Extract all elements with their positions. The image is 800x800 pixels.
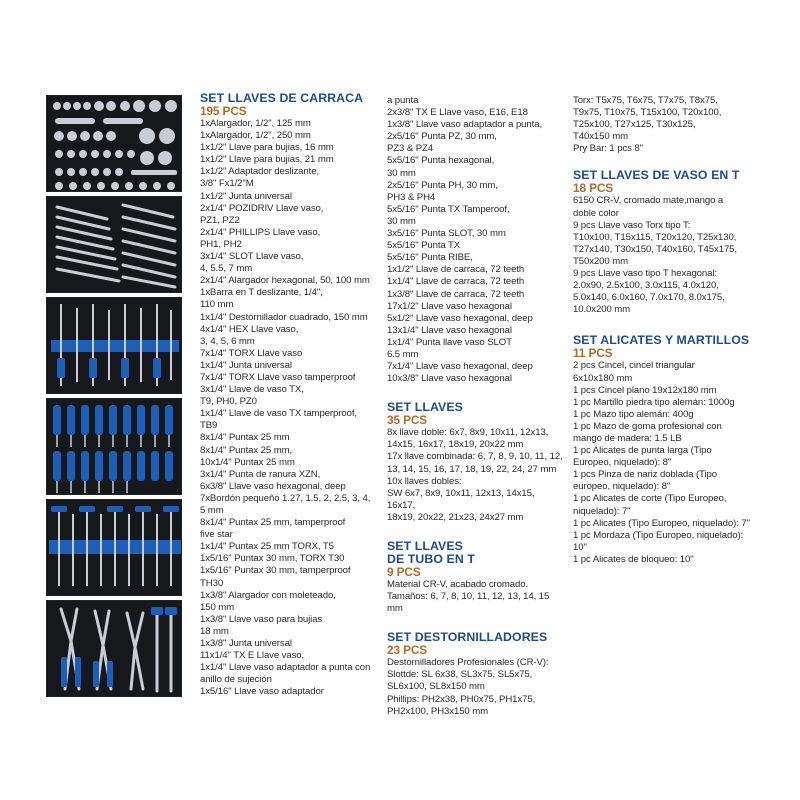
list-item: 1 pcs Pinza de nariz doblada (Tipo bbox=[573, 469, 717, 481]
list-item: 1 pc Alicates (Tipo Europeo, niquelado): 7" bbox=[573, 517, 750, 529]
tray-sockets-photo bbox=[46, 95, 182, 192]
list-item: PH1, PH2 bbox=[200, 238, 242, 250]
sockets-icon bbox=[47, 96, 182, 192]
pliers-icon bbox=[47, 601, 182, 697]
list-item: 1x1/4" Junta universal bbox=[200, 359, 292, 371]
list-item: 2x1/4" POZIDRIV Llave vaso, bbox=[200, 202, 324, 214]
list-item: 1x3/8" Llave vaso adaptador a punta, bbox=[387, 119, 543, 131]
list-item: 5x5/16" Punta TX Tamperoof, bbox=[387, 203, 510, 215]
list-item: 9 pcs Llave vaso tipo T hexagonal: bbox=[573, 268, 717, 280]
list-carraca-cont bbox=[387, 95, 565, 385]
section-llaves bbox=[387, 401, 565, 524]
list-item: Material CR-V, acabado cromado. bbox=[387, 579, 529, 590]
section-vaso-t bbox=[573, 169, 773, 316]
list-item: 8x1/4" Puntax 25 mm, tamperproof bbox=[200, 517, 346, 529]
section-pcs-alicates: 11 PCS bbox=[573, 346, 613, 361]
section-title-vaso-t: SET LLAVES DE VASO EN T bbox=[573, 168, 740, 183]
list-item: 1x1/4" Destornillador cuadrado, 150 mm bbox=[200, 311, 368, 323]
list-item: 1xAlargador, 1/2", 125 mm bbox=[200, 118, 311, 129]
list-item: 11x1/4" TX E Llave vaso, bbox=[200, 650, 305, 662]
list-item: 1 pc Alicates de bloqueo: 10" bbox=[573, 553, 694, 565]
list-item: 10x llaves dobles: bbox=[387, 475, 462, 487]
tray-screwdrivers-2-photo bbox=[46, 398, 182, 495]
list-item: SL6x100, SL8x150 mm bbox=[387, 681, 485, 693]
list-item: 3x1/4" Llave de vaso TX, bbox=[200, 384, 304, 396]
list-item: 18 mm bbox=[200, 625, 229, 637]
list-item: Torx: T5x75, T6x75, T7x75, T8x75, bbox=[573, 95, 718, 106]
list-item: SW 6x7, 8x9, 10x11, 12x13, 14x15, 16x17, bbox=[387, 487, 538, 511]
section-title-alicates: SET ALICATES Y MARTILLOS bbox=[573, 333, 750, 348]
list-item: 30 mm bbox=[387, 215, 416, 227]
section-title-destornilladores: SET DESTORNILLADORES bbox=[387, 630, 548, 645]
list-vaso-t bbox=[573, 195, 773, 316]
list-item: 7x1/4" Llave vaso hexagonal, deep bbox=[387, 361, 533, 373]
list-item: 14x15, 16x17, 18x19, 20x22 mm bbox=[387, 439, 524, 451]
list-item: 2x1/4" PHILLIPS Llave vaso, bbox=[200, 226, 321, 238]
list-item: 13x1/4" Llave vaso hexagonal bbox=[387, 324, 512, 336]
list-item: 8x1/4" Puntax 25 mm bbox=[200, 432, 290, 444]
list-destornilladores-cont bbox=[573, 95, 773, 155]
list-item: 1x1/4" Punta llave vaso SLOT bbox=[387, 336, 512, 348]
section-pcs-destornilladores: 23 PCS bbox=[387, 643, 428, 658]
list-item: 6x10x180 mm bbox=[573, 372, 633, 384]
list-item: five star bbox=[200, 529, 233, 541]
list-item: 1 pc Alicates de punta larga (Tipo bbox=[573, 445, 712, 457]
list-item: 17x llave combinada: 6, 7, 8, 9, 10, 11, 12, bbox=[387, 451, 563, 463]
list-item: 1x1/2" Llave para bujias, 16 mm bbox=[200, 142, 334, 154]
list-item: 6x3/8" Llave vaso hexagonal, deep bbox=[200, 480, 346, 492]
list-item: T25x100, T27x125, T30x125, bbox=[573, 119, 696, 131]
list-item: 5x5/16" Punta hexagonal, bbox=[387, 155, 495, 167]
list-item: PH2x100, PH3x150 mm bbox=[387, 705, 489, 717]
list-item: 1x1/4" Llave vaso adaptador a punta con bbox=[200, 662, 371, 674]
list-item: 150 mm bbox=[200, 601, 235, 613]
list-item: 1x5/16" Llave vaso adaptador bbox=[200, 686, 324, 698]
list-item: 2x5/16" Punta PH, 30 mm, bbox=[387, 179, 498, 191]
list-item: 1xAlargador, 1/2", 250 mm bbox=[200, 130, 311, 142]
list-item: 110 mm bbox=[200, 299, 234, 311]
list-item: 2x5/16" Punta PZ, 30 mm, bbox=[387, 131, 497, 143]
list-item: T9x75, T10x75, T15x100, T20x100, bbox=[573, 107, 722, 119]
screwdriver-set-icon bbox=[47, 399, 182, 495]
list-item: PH3 & PH4 bbox=[387, 191, 436, 203]
section-pcs-carraca: 195 PCS bbox=[200, 104, 247, 118]
list-item: 1 pc Mordaza (Tipo Europeo, niquelado): bbox=[573, 529, 744, 541]
list-item: 5.0x140, 6.0x160, 7.0x170, 8.0x175, bbox=[573, 292, 725, 304]
list-item: 1x1/4" Llave de carraca, 72 teeth bbox=[387, 276, 525, 288]
list-item: 2x1/4" Alargador hexagonal, 50, 100 mm bbox=[200, 275, 370, 287]
list-item: 8x llave doble: 6x7, 8x9, 10x11, 12x13, bbox=[387, 427, 549, 439]
list-item: 1xBarra en T deslizante, 1/4", bbox=[200, 287, 323, 299]
list-item: 1x5/16" Puntax 30 mm, TORX T30 bbox=[200, 553, 345, 565]
list-item: Tamaños: 6, 7, 8, 10, 11, 12, 13, 14, 15 mm bbox=[387, 591, 552, 615]
list-item: 10x1/4" Puntax 25 mm bbox=[200, 456, 295, 468]
list-item: TB9 bbox=[200, 420, 218, 432]
list-destornilladores bbox=[387, 657, 565, 717]
tray-wrenches-photo bbox=[46, 196, 182, 293]
list-item: mango de madera: 1.5 LB bbox=[573, 432, 682, 444]
section-pcs-vaso-t: 18 PCS bbox=[573, 181, 614, 196]
list-item: Destornilladores Profesionales (CR-V): bbox=[387, 657, 549, 669]
list-item: 1x3/8" Llave vaso para bujias bbox=[200, 613, 323, 625]
list-item: 13, 14, 15, 16, 17, 18, 19, 22, 24, 27 mm bbox=[387, 463, 557, 475]
section-title-llaves: SET LLAVES bbox=[387, 400, 463, 415]
list-item: anillo de sujeción bbox=[200, 674, 272, 686]
list-item: 10" bbox=[573, 541, 587, 553]
list-item: 1x3/8" Alargador con moleteado, bbox=[200, 589, 336, 601]
list-item: 5 mm bbox=[200, 505, 224, 516]
list-item: 10.0x200 mm bbox=[573, 304, 631, 316]
list-alicates bbox=[573, 360, 773, 566]
tray-t-handles-photo bbox=[46, 499, 182, 596]
list-item: 5x5/16" Punta RIBE, bbox=[387, 252, 473, 264]
list-item: T9, PH0, PZ0 bbox=[200, 396, 257, 408]
list-item: T50x200 mm bbox=[573, 255, 628, 267]
list-item: T40x150 mm bbox=[573, 131, 628, 143]
list-item: 3x5/16" Punta SLOT, 30 mm bbox=[387, 228, 506, 240]
list-item: 2 pcs Cincel, cincel triangular bbox=[573, 360, 695, 372]
list-item: 6150 CR-V, cromado mate,mango a bbox=[573, 195, 724, 207]
list-item: Phillips: PH2x38, PH0x75, PH1x75, bbox=[387, 693, 536, 705]
list-tubo bbox=[387, 579, 565, 615]
list-item: TH30 bbox=[200, 577, 224, 589]
list-item: 5x1/2" Llave vaso hexagonal, deep bbox=[387, 312, 533, 324]
tray-screwdrivers-photo bbox=[46, 297, 182, 394]
wrenches-icon bbox=[47, 197, 182, 293]
column-carraca bbox=[200, 92, 375, 699]
column-3 bbox=[573, 95, 773, 566]
list-item: 3x1/4" SLOT Llave vaso, bbox=[200, 251, 304, 263]
list-item: 18x19, 20x22, 21x23, 24x27 mm bbox=[387, 511, 524, 523]
list-item: 3/8" Fx1/2"M bbox=[200, 178, 254, 190]
list-item: 2x3/8" TX E Llave vaso, E16, E18 bbox=[387, 107, 528, 119]
list-item: 8x1/4" Puntax 25 mm, bbox=[200, 444, 293, 456]
list-item: 7x1/4" TORX Llave vaso tamperproof bbox=[200, 371, 356, 383]
section-title-tubo-2: DE TUBO EN T bbox=[387, 552, 475, 566]
list-item: europeo, niquelado): 8" bbox=[573, 481, 671, 493]
section-title-tubo: SET LLAVES bbox=[387, 539, 463, 553]
section-title-carraca: SET LLAVES DE CARRACA bbox=[200, 91, 364, 105]
list-item: a punta bbox=[387, 95, 419, 106]
list-item: 1x1/2" Junta universal bbox=[200, 190, 292, 202]
list-item: T27x140, T30x150, T40x160, T45x175, bbox=[573, 243, 737, 255]
list-item: 1 pc Alicates de corte (Tipo Europeo, bbox=[573, 493, 727, 505]
list-item: 1x1/4" Llave de vaso TX tamperproof, bbox=[200, 408, 357, 420]
list-item: 1x1/4" Puntax 25 mm TORX, T5 bbox=[200, 541, 334, 553]
list-item: PZ3 & PZ4 bbox=[387, 143, 434, 155]
list-item: 1 pc Mazo tipo alemán: 400g bbox=[573, 408, 694, 420]
list-carraca bbox=[200, 118, 375, 699]
list-item: 3x1/4" Punta de ranura XZN, bbox=[200, 468, 321, 480]
t-handle-icon bbox=[47, 500, 182, 596]
section-alicates bbox=[573, 334, 773, 566]
list-item: 30 mm bbox=[387, 167, 416, 179]
tray-pliers-hammers-photo bbox=[46, 600, 182, 697]
column-2 bbox=[387, 95, 565, 718]
list-item: 9 pcs Llave vaso Torx tipo T: bbox=[573, 219, 691, 231]
list-item: PZ1, PZ2 bbox=[200, 214, 240, 226]
list-item: 1 pc Mazo de goma profesional con bbox=[573, 420, 722, 432]
section-destornilladores bbox=[387, 631, 565, 717]
list-item: 2.0x90, 2.5x100, 3.0x115, 4.0x120, bbox=[573, 280, 719, 292]
list-item: 3, 4, 5, 6 mm bbox=[200, 335, 255, 347]
list-item: T10x100, T15x115, T20x120, T25x130, bbox=[573, 231, 737, 243]
list-item: niquelado): 7" bbox=[573, 505, 631, 517]
list-item: 1x1/2" Llave de carraca, 72 teeth bbox=[387, 264, 525, 276]
list-item: 1x5/16" Puntax 30 mm, tamperproof bbox=[200, 565, 351, 577]
list-item: 4x1/4" HEX Llave vaso, bbox=[200, 323, 299, 335]
list-item: 10x3/8" Llave vaso hexagonal bbox=[387, 373, 512, 385]
list-item: 1x3/8" Llave de carraca, 72 teeth bbox=[387, 288, 525, 300]
list-item: 5x5/16" Punta TX bbox=[387, 240, 461, 252]
product-photos bbox=[46, 95, 182, 701]
list-item: 1 pc Martillo piedra tipo alemán: 1000g bbox=[573, 396, 735, 408]
list-item: 1 pcs Cincel plano 19x12x180 mm bbox=[573, 384, 717, 396]
section-pcs-llaves: 35 PCS bbox=[387, 413, 428, 428]
section-pcs-tubo: 9 PCS bbox=[387, 565, 421, 579]
list-item: Pry Bar: 1 pcs 8" bbox=[573, 143, 643, 155]
list-item: 1x1/2" Adaptador deslizante, bbox=[200, 166, 320, 178]
list-item: 6.5 mm bbox=[387, 348, 419, 360]
list-llaves bbox=[387, 427, 565, 524]
list-item: 17x1/2" Llave vaso hexagonal bbox=[387, 300, 512, 312]
list-item: doble color bbox=[573, 207, 619, 219]
section-tubo bbox=[387, 540, 565, 615]
list-item: 7x1/4" TORX Llave vaso bbox=[200, 347, 303, 359]
list-item: 1x3/8" Junta universal bbox=[200, 638, 292, 650]
list-item: 7xBordón pequeño 1.27, 1.5, 2, 2.5, 3, 4, bbox=[200, 492, 371, 504]
list-item: Europeo, niquelado): 8" bbox=[573, 457, 672, 469]
list-item: Slottde: SL 6x38, SL3x75, SL5x75, bbox=[387, 669, 533, 681]
screwdrivers-icon bbox=[47, 298, 182, 394]
list-item: 1x1/2" Llave para bujias, 21 mm bbox=[200, 154, 334, 166]
list-item: 4, 5.5, 7 mm bbox=[200, 263, 253, 275]
